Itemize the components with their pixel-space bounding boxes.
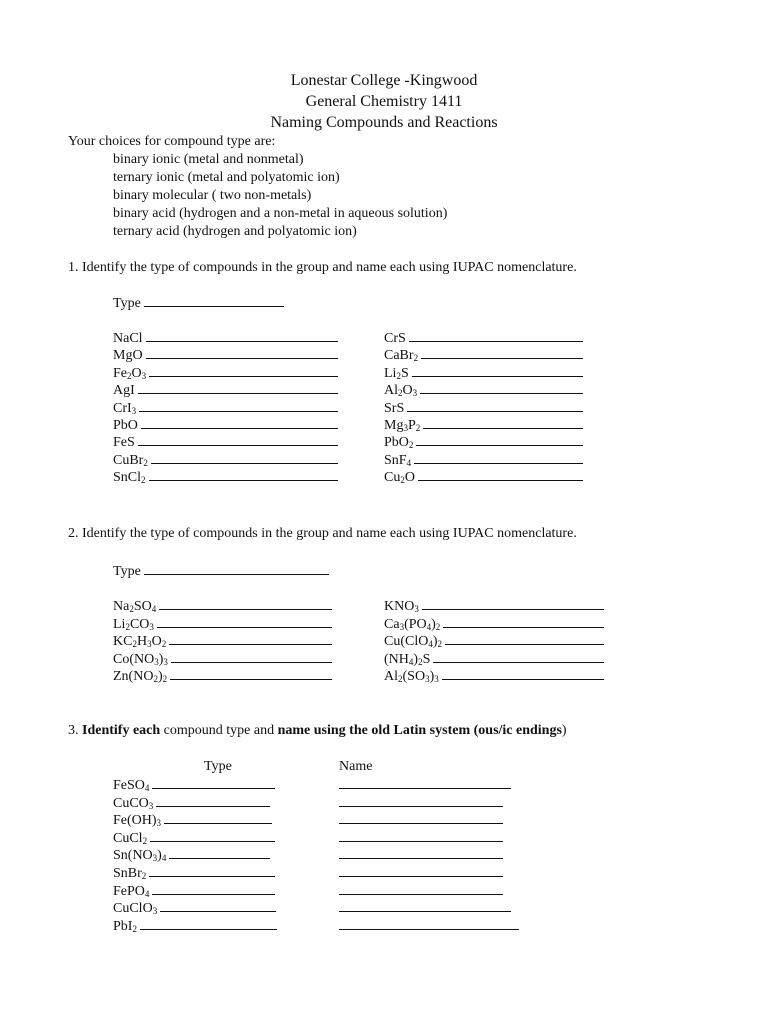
compound-formula: PbO [113, 418, 138, 433]
compound-formula: SnCl$_2$ [113, 470, 146, 486]
header-line-1: Lonestar College -Kingwood [290, 72, 478, 89]
answer-blank[interactable] [156, 794, 270, 807]
compound-formula: FeS [113, 435, 135, 451]
name-blank[interactable] [339, 846, 503, 859]
compound-formula: $Zn(NO_2)_2$ [113, 669, 168, 685]
compound-formula: SnBr$_2$ [113, 866, 147, 881]
question-3-prompt [68, 722, 567, 739]
type-label: Type [113, 296, 141, 311]
name-row [339, 899, 511, 917]
answer-blank[interactable] [141, 416, 338, 429]
compound-row [113, 433, 338, 451]
answer-blank[interactable] [409, 329, 583, 342]
compound-formula: $Ca_3(PO_4)_2$ [384, 616, 441, 632]
choices-intro: Your choices for compound type are: [68, 134, 276, 149]
answer-blank[interactable] [140, 917, 277, 930]
compound-formula: $Li_2S$ [384, 365, 409, 381]
compound-formula: $Al_2O_3$ [384, 383, 418, 399]
compound-row [384, 667, 604, 685]
compound-formula: FePO$_4$ [113, 883, 150, 899]
name-row [339, 776, 511, 794]
compound-row [384, 399, 583, 417]
answer-blank[interactable] [152, 776, 275, 789]
compound-row [113, 882, 275, 900]
compound-row [113, 381, 338, 399]
compound-formula: $Mg_3P_2$ [384, 418, 421, 433]
answer-blank[interactable] [418, 468, 583, 481]
compound-row [113, 899, 276, 917]
prompt-suffix: ) [561, 723, 567, 738]
name-row [339, 829, 503, 847]
compound-formula: $Fe_2O_3$ [113, 365, 147, 381]
choice-item: ternary acid (hydrogen and polyatomic ion) [113, 224, 357, 239]
compound-row [113, 632, 332, 650]
compound-row [113, 468, 338, 486]
compound-row [113, 399, 338, 417]
compound-formula: $KC_2H_3O_2$ [113, 634, 167, 650]
compound-formula: CuClO$_3$ [113, 901, 158, 917]
compound-formula: CaBr$_2$ [384, 348, 419, 364]
name-row [339, 811, 503, 829]
type-label: Type [113, 564, 141, 579]
compound-formula: $KNO_3$ [384, 599, 419, 614]
answer-blank[interactable] [170, 667, 332, 680]
prompt-prefix: 3. [68, 723, 82, 738]
answer-blank[interactable] [151, 451, 338, 464]
answer-blank[interactable] [138, 433, 338, 446]
compound-row [113, 346, 338, 364]
answer-blank[interactable] [152, 882, 275, 895]
compound-formula: $Sn(NO_3)_4$ [113, 848, 167, 864]
answer-blank[interactable] [146, 346, 338, 359]
compound-formula: CrI$_3$ [113, 400, 137, 416]
compound-row [113, 794, 270, 812]
choice-item: binary ionic (metal and nonmetal) [113, 152, 304, 167]
compound-formula: PbI$_2$ [113, 918, 137, 934]
name-blank[interactable] [339, 899, 511, 912]
answer-blank[interactable] [443, 615, 604, 628]
compound-row [113, 846, 270, 864]
answer-blank[interactable] [442, 667, 604, 680]
choice-item: binary acid (hydrogen and a non-metal in aqueous solution) [113, 206, 448, 221]
compound-row [113, 917, 277, 935]
name-row [339, 864, 503, 882]
compound-formula: NaCl [113, 331, 143, 346]
name-blank[interactable] [339, 864, 503, 877]
answer-blank[interactable] [149, 364, 338, 377]
compound-row [113, 650, 332, 668]
column-header-type: Type [204, 759, 232, 774]
compound-row [384, 632, 604, 650]
name-row [339, 917, 519, 935]
name-blank[interactable] [339, 811, 503, 824]
compound-formula: $Cu(ClO_4)_2$ [384, 634, 443, 650]
compound-row [384, 381, 583, 399]
answer-blank[interactable] [149, 864, 275, 877]
answer-blank[interactable] [422, 597, 604, 610]
name-blank[interactable] [339, 776, 511, 789]
compound-row [384, 615, 604, 633]
answer-blank[interactable] [407, 399, 583, 412]
answer-blank[interactable] [159, 597, 332, 610]
compound-row [113, 364, 338, 382]
compound-row [113, 597, 332, 615]
type-blank[interactable] [144, 294, 284, 307]
compound-row [113, 864, 275, 882]
compound-formula: $Li_2CO_3$ [113, 616, 154, 632]
compound-row [384, 650, 604, 668]
compound-formula: MgO [113, 348, 143, 364]
header-line-3: Naming Compounds and Reactions [270, 114, 498, 131]
answer-blank[interactable] [169, 846, 270, 859]
compound-formula: CuCO$_3$ [113, 795, 154, 811]
name-blank[interactable] [339, 829, 503, 842]
compound-formula: CuCl$_2$ [113, 830, 148, 846]
answer-blank[interactable] [423, 416, 583, 429]
name-blank[interactable] [339, 917, 519, 930]
name-row [339, 846, 503, 864]
question-2-type-line [113, 562, 329, 580]
compound-row [384, 597, 604, 615]
prompt-bold-2: name using the old Latin system (ous/ic endings [277, 723, 562, 738]
compound-row [113, 451, 338, 469]
answer-blank[interactable] [149, 468, 338, 481]
compound-formula: AgI [113, 383, 135, 399]
compound-formula: FeSO$_4$ [113, 778, 150, 793]
question-1-type-line [113, 294, 284, 312]
question-1-prompt: 1. Identify the type of compounds in the group and name each using IUPAC nomenclature. [68, 260, 577, 275]
compound-formula: CrS [384, 331, 406, 346]
header-line-2: General Chemistry 1411 [305, 93, 463, 110]
answer-blank[interactable] [146, 329, 338, 342]
compound-row [384, 451, 583, 469]
compound-row [384, 364, 583, 382]
compound-formula: $(NH_4)_2S$ [384, 651, 431, 667]
compound-formula: $Na_2SO_4$ [113, 599, 157, 614]
answer-blank[interactable] [414, 451, 583, 464]
compound-formula: $Co(NO_3)_3$ [113, 651, 168, 667]
answer-blank[interactable] [139, 399, 338, 412]
answer-blank[interactable] [138, 381, 338, 394]
compound-row [384, 416, 583, 434]
answer-blank[interactable] [416, 433, 583, 446]
answer-blank[interactable] [171, 650, 332, 663]
answer-blank[interactable] [160, 899, 276, 912]
choice-item: binary molecular ( two non-metals) [113, 188, 312, 203]
answer-blank[interactable] [164, 811, 272, 824]
compound-row [384, 433, 583, 451]
compound-row [113, 667, 332, 685]
answer-blank[interactable] [412, 364, 583, 377]
compound-row [113, 329, 338, 347]
compound-formula: SrS [384, 400, 405, 416]
prompt-mid: compound type and [160, 723, 278, 738]
compound-formula: CuBr$_2$ [113, 452, 148, 468]
compound-row [113, 615, 332, 633]
column-header-name: Name [339, 759, 373, 774]
compound-row [113, 416, 338, 434]
compound-formula: SnF$_4$ [384, 452, 412, 468]
name-blank[interactable] [339, 794, 503, 807]
question-2-prompt: 2. Identify the type of compounds in the group and name each using IUPAC nomenclature. [68, 526, 577, 541]
answer-blank[interactable] [445, 632, 604, 645]
choice-item: ternary ionic (metal and polyatomic ion) [113, 170, 340, 185]
name-row [339, 794, 503, 812]
compound-row [384, 346, 583, 364]
compound-row [384, 468, 583, 486]
compound-row [113, 811, 272, 829]
answer-blank[interactable] [433, 650, 604, 663]
answer-blank[interactable] [150, 829, 275, 842]
compound-formula: $Cu_2O$ [384, 470, 415, 486]
type-blank[interactable] [144, 562, 329, 575]
name-row [339, 882, 503, 900]
compound-row [113, 776, 275, 794]
compound-formula: PbO$_2$ [384, 435, 414, 451]
compound-row [384, 329, 583, 347]
name-blank[interactable] [339, 882, 503, 895]
answer-blank[interactable] [420, 381, 583, 394]
answer-blank[interactable] [169, 632, 332, 645]
compound-formula: $Al_2(SO_3)_3$ [384, 669, 439, 685]
prompt-bold-1: Identify each [82, 723, 161, 738]
answer-blank[interactable] [421, 346, 583, 359]
compound-row [113, 829, 275, 847]
compound-formula: $Fe(OH)_3$ [113, 813, 162, 829]
answer-blank[interactable] [157, 615, 332, 628]
